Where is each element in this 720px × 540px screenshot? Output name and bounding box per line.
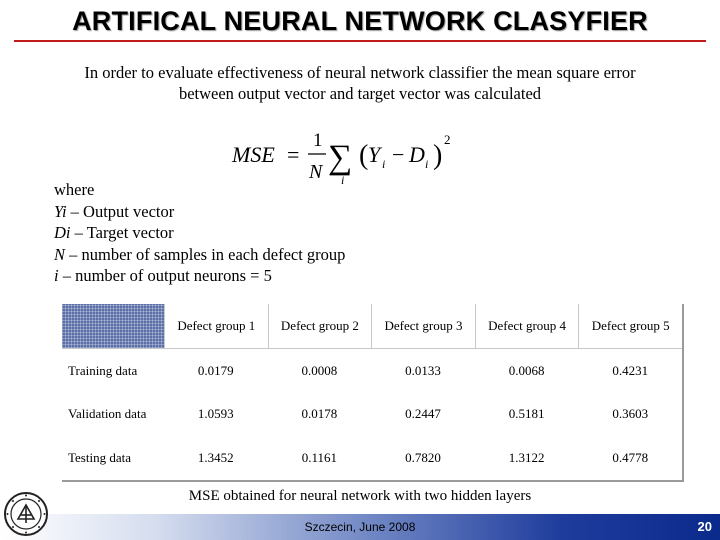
table-cell: 0.7820 bbox=[405, 450, 441, 466]
table-caption: MSE obtained for neural network with two hidden layers bbox=[188, 488, 532, 504]
definitions-where: where bbox=[54, 180, 95, 199]
definition-item bbox=[54, 222, 345, 244]
definition-symbol: Yi bbox=[54, 201, 67, 221]
table-cell: 0.0008 bbox=[301, 362, 338, 378]
definition-text: – Target vector bbox=[70, 223, 174, 242]
formula-sum-index: i bbox=[341, 173, 345, 186]
footer-location-date: Szczecin, June 2008 bbox=[304, 520, 416, 534]
definition-item bbox=[54, 265, 345, 287]
formula-open-paren: ( bbox=[359, 140, 369, 171]
formula-y-sub: i bbox=[382, 157, 386, 171]
table-cell: 0.4778 bbox=[612, 450, 649, 466]
definition-symbol: N bbox=[54, 244, 66, 264]
column-header: Defect group 4 bbox=[475, 304, 579, 349]
formula-close-paren: ) bbox=[433, 140, 443, 171]
definition-symbol: i bbox=[54, 266, 59, 285]
column-header: Defect group 3 bbox=[371, 304, 475, 349]
column-header: Defect group 2 bbox=[268, 304, 372, 349]
formula-y: Y bbox=[368, 142, 381, 167]
table-row bbox=[62, 349, 682, 393]
definition-item bbox=[54, 201, 345, 223]
table-cell: 0.0068 bbox=[508, 362, 545, 378]
table-cell: 0.4231 bbox=[612, 362, 649, 378]
formula-minus: − bbox=[392, 142, 405, 167]
table-cell: 0.2447 bbox=[405, 406, 441, 422]
mse-formula bbox=[228, 126, 468, 186]
table-corner-cell bbox=[62, 304, 164, 349]
mse-table bbox=[62, 304, 684, 482]
intro-text bbox=[30, 62, 690, 104]
formula-d-sub: i bbox=[425, 157, 429, 171]
formula-power: 2 bbox=[444, 132, 451, 147]
formula-denominator: N bbox=[309, 161, 323, 183]
intro-line-1: In order to evaluate effectiveness of neural network classifier the mean square error bbox=[84, 63, 636, 82]
formula-lhs: MSE bbox=[232, 142, 275, 167]
formula-equals: = bbox=[287, 142, 300, 167]
table-cell: 0.0133 bbox=[405, 362, 441, 378]
table-row bbox=[62, 436, 682, 480]
column-header: Defect group 1 bbox=[164, 304, 268, 349]
definitions bbox=[54, 179, 345, 287]
definition-text: – Output vector bbox=[66, 201, 175, 221]
definition-text: – number of samples in each defect group bbox=[65, 244, 346, 264]
definition-symbol: Di bbox=[54, 223, 71, 242]
definition-item bbox=[54, 244, 345, 266]
table-cell: 0.0179 bbox=[197, 362, 234, 378]
table-cell: 1.3122 bbox=[508, 450, 545, 466]
table-cell: 0.5181 bbox=[508, 406, 545, 422]
formula-d: D bbox=[409, 142, 425, 167]
row-label: Training data bbox=[68, 362, 138, 378]
row-label: Validation data bbox=[68, 406, 147, 422]
formula-numerator: 1 bbox=[313, 130, 323, 151]
formula-sum-sign: ∑ bbox=[328, 139, 353, 176]
table-row bbox=[62, 393, 682, 437]
definition-text: – number of output neurons = 5 bbox=[58, 266, 272, 285]
table-cell: 1.0593 bbox=[197, 406, 234, 422]
page-number: 20 bbox=[697, 519, 712, 534]
title-underline bbox=[14, 40, 706, 42]
column-header: Defect group 5 bbox=[578, 304, 682, 349]
table-header-row bbox=[62, 304, 682, 349]
table-cell: 0.1161 bbox=[301, 450, 338, 466]
intro-line-2: between output vector and target vector was calculated bbox=[178, 84, 542, 103]
table-cell: 0.0178 bbox=[301, 406, 338, 422]
table-cell: 0.3603 bbox=[612, 406, 649, 422]
slide-title: ARTIFICAL NEURAL NETWORK CLASYFIER bbox=[72, 6, 648, 36]
table-cell: 1.3452 bbox=[197, 450, 234, 466]
row-label: Testing data bbox=[68, 450, 131, 466]
